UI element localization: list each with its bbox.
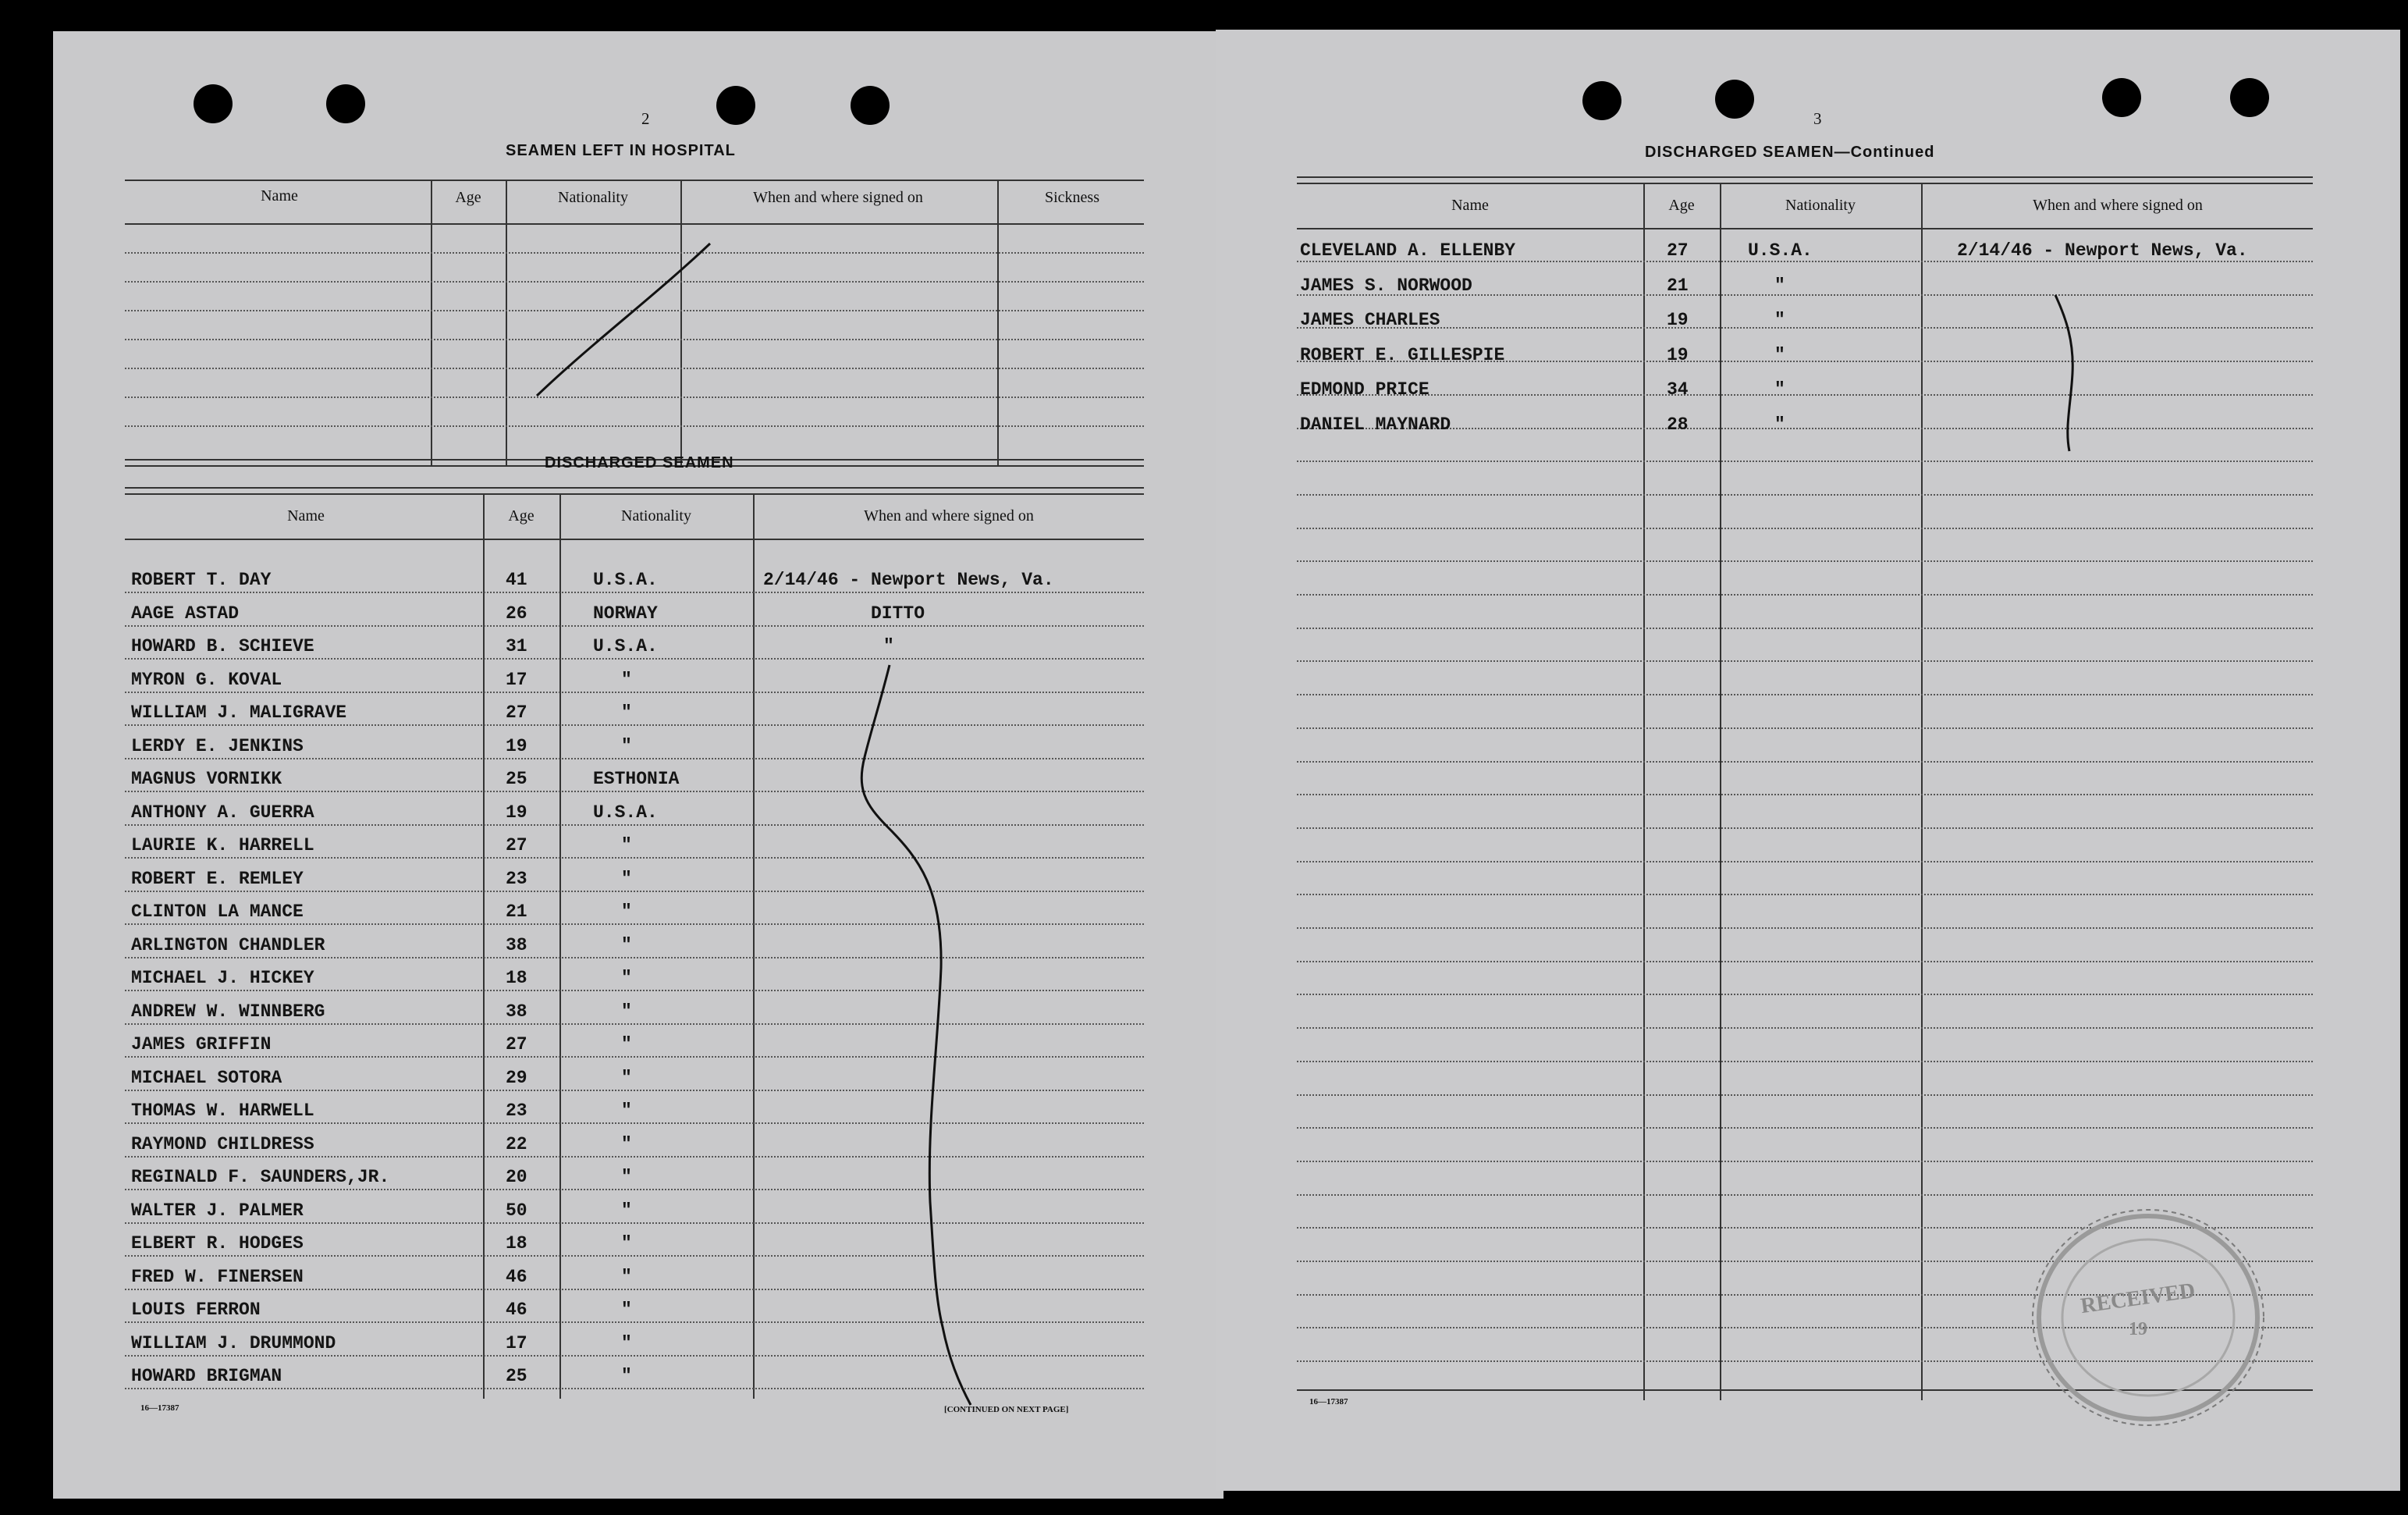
seaman-age: 46 [506,1300,527,1320]
stamp-number: 19 [2129,1319,2147,1339]
seaman-age: 19 [506,802,527,823]
seaman-age: 29 [506,1067,527,1088]
seaman-name: JAMES GRIFFIN [131,1034,272,1054]
seaman-nationality: " [621,934,632,955]
seaman-age: 19 [1667,344,1689,365]
seaman-name: ELBERT R. HODGES [131,1233,304,1254]
continued-header-nationality: Nationality [1785,197,1856,214]
seaman-age: 19 [1667,310,1689,330]
discharged-header-age: Age [508,507,535,525]
seaman-name: LOUIS FERRON [131,1300,261,1320]
handwritten-brace [2055,295,2072,451]
received-stamp [2019,1193,2277,1442]
seaman-name: HOWARD B. SCHIEVE [131,636,314,656]
seaman-age: 18 [506,1233,527,1254]
seaman-age: 18 [506,968,527,988]
seaman-nationality: " [621,1200,632,1221]
seaman-nationality: " [1774,414,1785,435]
seaman-age: 17 [506,669,527,690]
seaman-age: 25 [506,769,527,789]
handwritten-ditto-line [861,665,971,1405]
seaman-nationality: " [621,669,632,690]
seaman-age: 23 [506,1101,527,1121]
seaman-age: 38 [506,934,527,955]
seaman-nationality: " [1774,379,1785,400]
hospital-header-name: Name [261,187,298,204]
seaman-name: DANIEL MAYNARD [1300,414,1451,435]
seaman-nationality: " [621,1001,632,1022]
seaman-name: ANDREW W. WINNBERG [131,1001,325,1022]
handwritten-strike-mark [537,244,710,396]
seaman-age: 31 [506,636,527,656]
seaman-signed-on: 2/14/46 - Newport News, Va. [1957,240,2248,261]
hospital-header-signed-on: When and where signed on [753,189,923,206]
right-page [1216,30,2400,1491]
seaman-name: JAMES S. NORWOOD [1300,275,1472,296]
seaman-nationality: " [621,1300,632,1320]
continued-note: [CONTINUED ON NEXT PAGE] [944,1405,1069,1414]
continued-header-age: Age [1668,197,1695,214]
seaman-nationality: " [621,1233,632,1254]
seaman-nationality: " [1774,275,1785,296]
seaman-nationality: " [621,835,632,855]
seaman-age: 27 [506,1034,527,1054]
seaman-name: MICHAEL J. HICKEY [131,968,314,988]
discharged-header-nationality: Nationality [621,507,691,525]
seaman-nationality: U.S.A. [1748,240,1813,261]
seaman-nationality: " [621,735,632,756]
seaman-name: ARLINGTON CHANDLER [131,934,325,955]
seaman-nationality: " [621,1167,632,1187]
seaman-name: FRED W. FINERSEN [131,1266,304,1287]
seaman-nationality: U.S.A. [593,570,658,590]
seaman-nationality: " [621,1332,632,1353]
seaman-age: 50 [506,1200,527,1221]
discharged-header-signed-on: When and where signed on [864,507,1034,525]
continued-header-name: Name [1451,197,1489,214]
seaman-signed-on: DITTO [871,603,925,624]
hospital-header-sickness: Sickness [1045,189,1099,206]
stamp-word: RECEIVED [2079,1278,2197,1319]
hospital-header-age: Age [455,189,481,206]
page-number: 3 [1813,109,1822,128]
seaman-name: WALTER J. PALMER [131,1200,304,1221]
seaman-nationality: U.S.A. [593,802,658,823]
seaman-name: AAGE ASTAD [131,603,240,624]
seaman-age: 27 [506,702,527,723]
seaman-age: 21 [1667,275,1689,296]
seaman-nationality: " [621,868,632,889]
seaman-age: 27 [1667,240,1689,261]
seaman-nationality: " [621,1366,632,1386]
seaman-age: 22 [506,1133,527,1154]
hospital-section-title: SEAMEN LEFT IN HOSPITAL [506,142,736,159]
seaman-name: MYRON G. KOVAL [131,669,282,690]
form-number: 16—17387 [140,1403,179,1413]
seaman-nationality: " [621,968,632,988]
continued-header-signed-on: When and where signed on [2033,197,2203,214]
seaman-nationality: U.S.A. [593,636,658,656]
seaman-age: 25 [506,1366,527,1386]
seaman-nationality: NORWAY [593,603,658,624]
seaman-nationality: " [621,1101,632,1121]
seaman-nationality: " [1774,310,1785,330]
seaman-age: 26 [506,603,527,624]
discharged-header-name: Name [287,507,325,525]
seaman-name: EDMOND PRICE [1300,379,1430,400]
seaman-name: WILLIAM J. DRUMMOND [131,1332,336,1353]
seaman-nationality: " [621,1133,632,1154]
seaman-name: ROBERT E. REMLEY [131,868,304,889]
seaman-age: 34 [1667,379,1689,400]
seaman-name: THOMAS W. HARWELL [131,1101,314,1121]
seaman-age: 38 [506,1001,527,1022]
seaman-name: LAURIE K. HARRELL [131,835,314,855]
seaman-name: ROBERT E. GILLESPIE [1300,344,1505,365]
seaman-age: 17 [506,1332,527,1353]
handwriting-overlay [53,31,1224,1499]
seaman-name: CLEVELAND A. ELLENBY [1300,240,1516,261]
seaman-signed-on: " [883,636,894,656]
seaman-name: MICHAEL SOTORA [131,1067,282,1088]
seaman-age: 21 [506,902,527,922]
seaman-nationality: " [621,902,632,922]
seaman-name: RAYMOND CHILDRESS [131,1133,314,1154]
seaman-name: ROBERT T. DAY [131,570,272,590]
seaman-nationality: ESTHONIA [593,769,680,789]
seaman-name: WILLIAM J. MALIGRAVE [131,702,347,723]
seaman-nationality: " [621,1067,632,1088]
seaman-signed-on: 2/14/46 - Newport News, Va. [763,570,1054,590]
seaman-nationality: " [621,1266,632,1287]
seaman-age: 20 [506,1167,527,1187]
seaman-name: REGINALD F. SAUNDERS,JR. [131,1167,390,1187]
form-number: 16—17387 [1309,1397,1348,1407]
seaman-name: CLINTON LA MANCE [131,902,304,922]
seaman-nationality: " [621,702,632,723]
seaman-age: 23 [506,868,527,889]
seaman-name: LERDY E. JENKINS [131,735,304,756]
seaman-name: MAGNUS VORNIKK [131,769,282,789]
seaman-age: 28 [1667,414,1689,435]
left-page [53,31,1224,1499]
seaman-age: 41 [506,570,527,590]
page-number: 2 [641,109,650,128]
seaman-age: 19 [506,735,527,756]
discharged-section-title: DISCHARGED SEAMEN [545,454,734,471]
seaman-name: HOWARD BRIGMAN [131,1366,282,1386]
seaman-age: 46 [506,1266,527,1287]
seaman-nationality: " [621,1034,632,1054]
seaman-nationality: " [1774,344,1785,365]
seaman-name: JAMES CHARLES [1300,310,1440,330]
seaman-name: ANTHONY A. GUERRA [131,802,314,823]
hospital-header-nationality: Nationality [558,189,628,206]
discharged-continued-title: DISCHARGED SEAMEN—Continued [1645,144,1935,161]
seaman-age: 27 [506,835,527,855]
